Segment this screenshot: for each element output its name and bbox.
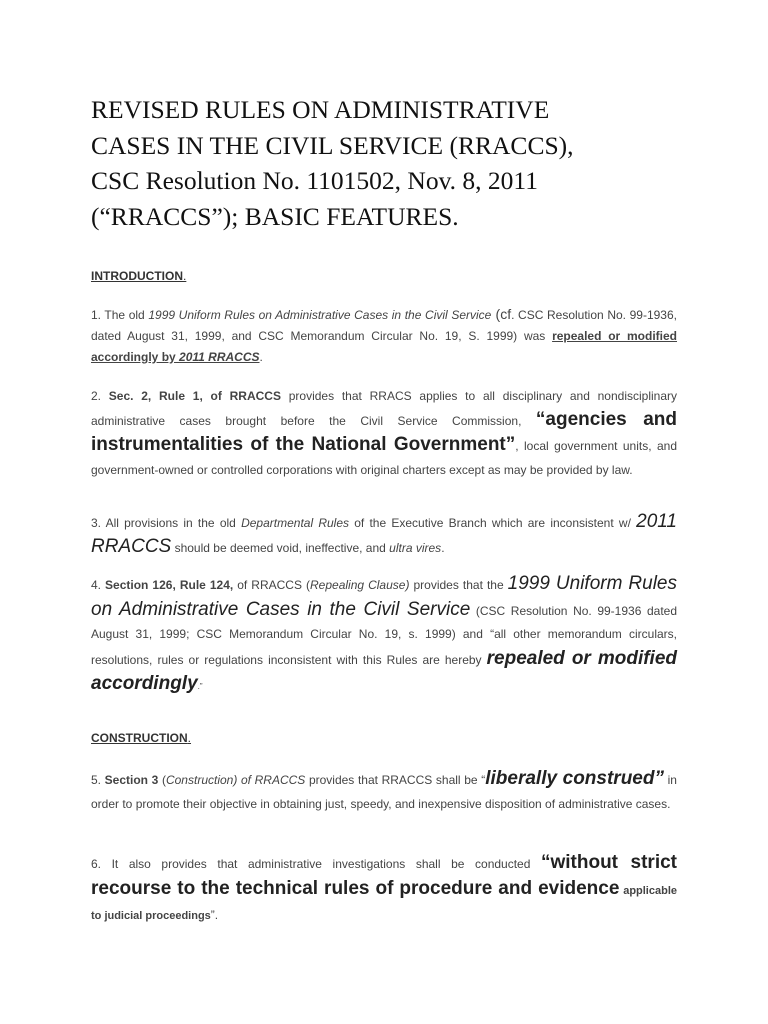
section-heading-label: CONSTRUCTION (91, 731, 188, 745)
text-run: Sec. 2, Rule 1, of RRACCS (108, 389, 281, 403)
section-heading-introduction (91, 268, 186, 284)
text-run: Departmental Rules (241, 516, 350, 530)
text-run: ultra vires (389, 541, 442, 555)
document-title (91, 92, 691, 234)
title-line: (“RRACCS”); BASIC FEATURES. (91, 201, 459, 231)
text-run: repealed or modified accordingly (91, 647, 678, 694)
text-run: . (259, 350, 263, 364)
paragraph-2 (91, 384, 677, 482)
text-run: “agencies and instrumentalities of the National Government” (91, 409, 677, 455)
text-run: 2011 RRACCS (179, 350, 260, 364)
text-run: provides that RRACCS shall be “ (305, 773, 486, 787)
text-run: (CSC Resolution No. 99-1936 dated August 31, 1999; CSC Memorandum Circular No. 19, s. 1999) and “all other memorandum circulars, resolutions, rules or regulations inconsistent with this Rules are hereby (91, 603, 677, 667)
text-run: of RRACCS ( (233, 578, 311, 592)
text-run: ( (491, 306, 501, 322)
text-run: .” (197, 682, 203, 691)
text-run: should be deemed void, ineffective, and (171, 541, 390, 555)
text-run: Section 3 (104, 773, 159, 787)
text-run: 5. (91, 773, 105, 787)
text-run: . (441, 541, 445, 555)
text-run: ( (158, 773, 166, 787)
text-run: ”. (210, 908, 219, 922)
text-run: Construction) of RRACCS (165, 773, 306, 787)
text-run: cf (500, 306, 512, 322)
text-run: 2011 RRACCS (91, 511, 677, 557)
text-run: 1999 Uniform Rules on Administrative Cases in the Civil Service (148, 308, 492, 322)
paragraph-3 (91, 510, 677, 560)
text-run: in order to promote their objective in obtaining just, speedy, and inexpensive disposition of administrative cases. (91, 773, 677, 811)
text-run: Repealing Clause) (310, 578, 410, 592)
text-run: repealed or modified accordingly by (91, 329, 678, 364)
section-heading-construction (91, 730, 191, 746)
section-heading-dot: . (187, 731, 192, 745)
text-run: applicable to judicial proceedings (91, 884, 677, 922)
section-heading-label: INTRODUCTION (91, 269, 183, 283)
text-run: 6. It also provides that administrative investigations shall be conducted (91, 857, 541, 871)
text-run: 1. The old (91, 308, 149, 322)
title-line: CSC Resolution No. 1101502, Nov. 8, 2011 (91, 166, 538, 195)
paragraph-1 (91, 304, 677, 368)
text-run: of the Executive Branch which are inconsistent w/ (349, 516, 637, 530)
text-run: liberally construed” (485, 768, 664, 789)
text-run: Section 126, Rule 124, (105, 578, 234, 592)
text-run: provides that RRACS applies to all disciplinary and nondisciplinary administrative cases brought before the Civil Service Commission, (91, 389, 678, 428)
section-heading-dot: . (183, 269, 187, 283)
text-run: . CSC Resolution No. 99-1936, dated August 31, 1999, and CSC Memorandum Circular No. 19, S. 1999) was (91, 308, 677, 343)
text-run: 2. (91, 389, 109, 403)
text-run: provides that the (409, 578, 508, 592)
paragraph-6 (91, 851, 677, 929)
text-run: “without strict recourse to the technical rules of procedure and evidence (91, 852, 677, 899)
text-run: 1999 Uniform Rules on Administrative Cases in the Civil Service (91, 573, 677, 620)
paragraph-4 (91, 572, 677, 699)
text-run: , local government units, and government-owned or controlled corporations with original charters except as may be provided by law. (91, 439, 677, 477)
text-run: 3. All provisions in the old (91, 516, 242, 530)
paragraph-5 (91, 767, 677, 816)
text-run: 4. (91, 578, 106, 592)
title-line: CASES IN THE CIVIL SERVICE (RRACCS), (91, 130, 574, 160)
title-line: REVISED RULES ON ADMINISTRATIVE (91, 95, 550, 124)
